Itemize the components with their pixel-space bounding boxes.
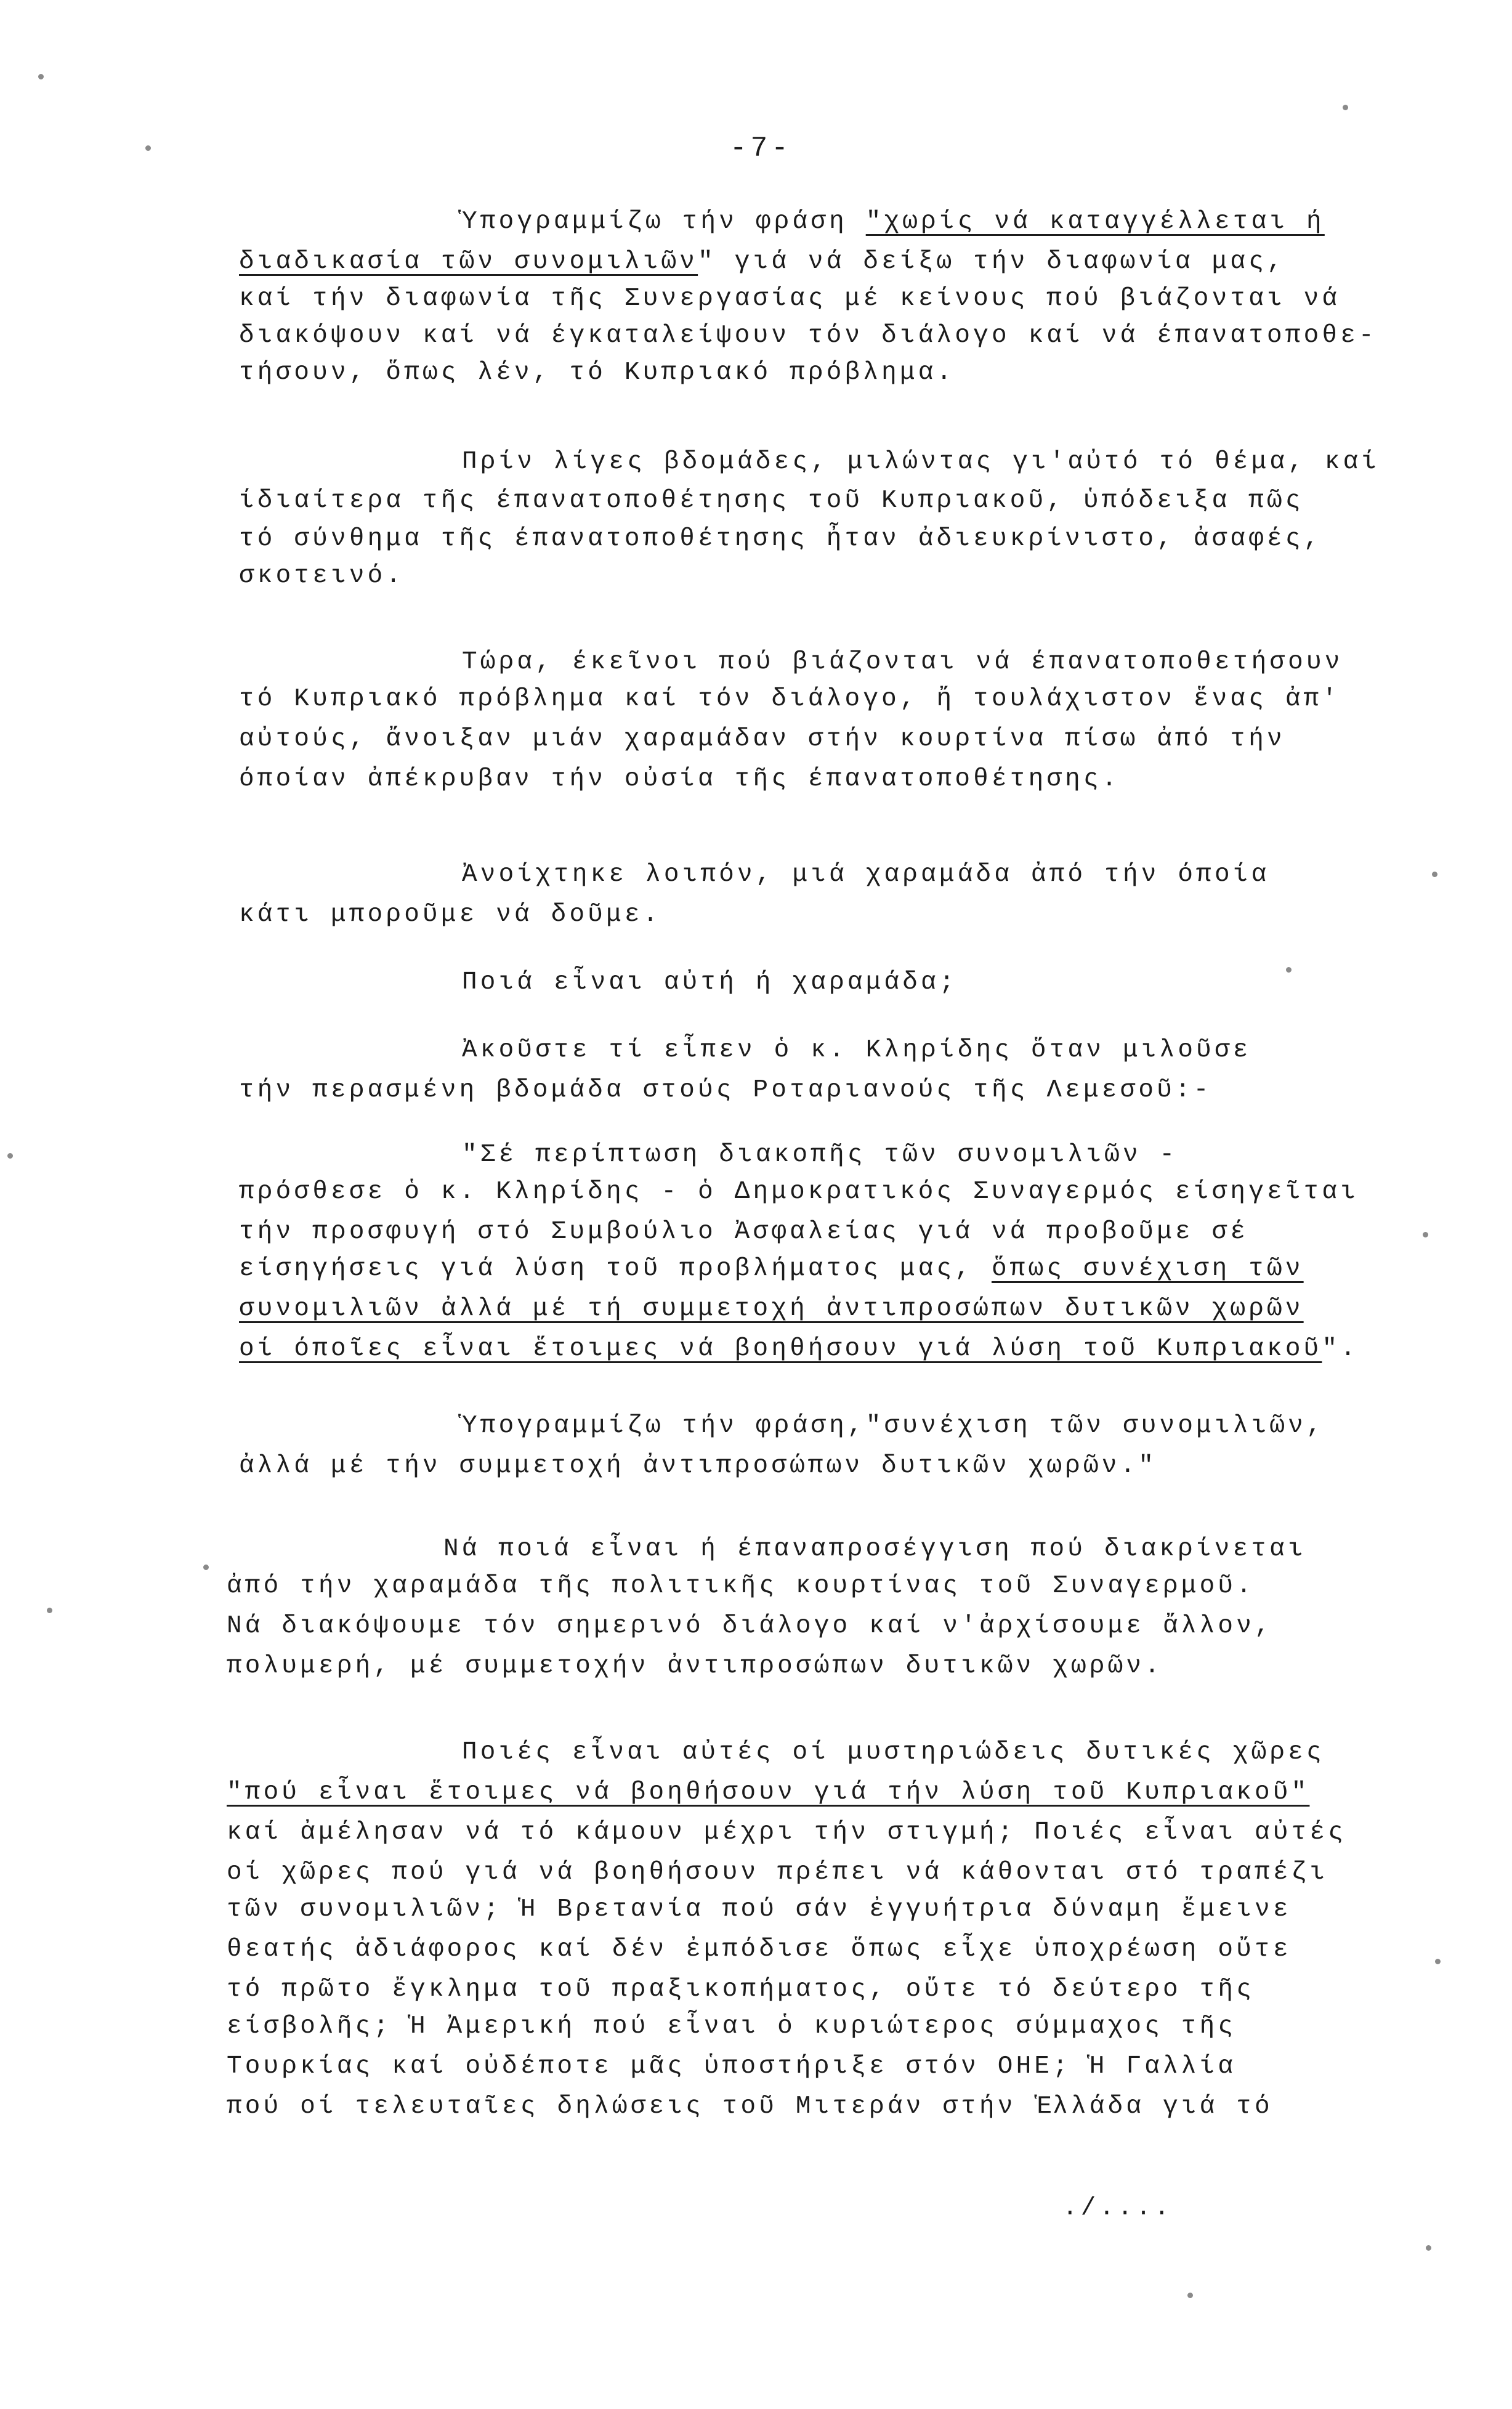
text-segment: είσηγήσεις γιά λύση τοῦ προβλήματος μας,	[239, 1255, 992, 1283]
text-line	[239, 761, 1120, 798]
text-segment: ὅπως συνέχιση τῶν	[991, 1255, 1304, 1283]
text-line	[462, 856, 1269, 893]
text-line	[227, 1854, 1328, 1891]
text-line	[239, 1447, 1157, 1484]
text-line	[239, 1330, 1359, 1367]
text-segment: πολυμερή, μέ συμμετοχήν ἀντιπροσώπων δυτικῶν χωρῶν.	[227, 1652, 1163, 1680]
text-line	[462, 964, 958, 1001]
text-line	[239, 520, 1322, 557]
text-segment: ".	[1322, 1335, 1359, 1363]
scan-speck	[1343, 105, 1348, 110]
text-line	[239, 1173, 1359, 1210]
text-line	[239, 681, 1340, 718]
text-segment: διαδικασία τῶν συνομιλιῶν	[239, 248, 698, 276]
text-segment: τῶν συνομιλιῶν; Ἡ Βρετανία πού σάν ἐγγυήτρια δύναμη ἔμεινε	[227, 1895, 1292, 1924]
text-segment: είσβολῆς; Ἡ Ἀμερική πού εἶναι ὁ κυριώτερος σύμμαχος τῆς	[227, 2012, 1237, 2041]
text-line	[462, 1734, 1325, 1771]
text-segment: πρόσθεσε ὁ κ. Κληρίδης - ὁ Δημοκρατικός Συναγερμός είσηγεῖται	[239, 1178, 1359, 1206]
scan-speck	[7, 1153, 13, 1159]
text-segment: συνομιλιῶν ἀλλά μέ τή συμμετοχή ἀντιπροσώπων δυτικῶν χωρῶν	[239, 1295, 1304, 1323]
scan-speck	[1423, 1232, 1428, 1237]
text-line	[462, 1407, 1325, 1444]
text-line	[462, 644, 1343, 681]
scan-speck	[203, 1565, 209, 1570]
text-line	[227, 1931, 1292, 1968]
text-segment: όποίαν ἀπέκρυβαν τήν οὐσία τῆς έπανατοποθέτησης.	[239, 765, 1120, 793]
text-line	[227, 1648, 1163, 1685]
text-segment: Νά διακόψουμε τόν σημερινό διάλογο καί ν'ἀρχίσουμε ἄλλον,	[227, 1612, 1273, 1640]
text-segment: αὐτούς, ἄνοιξαν μιάν χαραμάδαν στήν κουρτίνα πίσω ἀπό τήν	[239, 725, 1285, 753]
text-line	[227, 1774, 1309, 1811]
text-segment: κάτι μποροῦμε νά δοῦμε.	[239, 901, 661, 929]
text-segment: Τώρα, έκεῖνοι πού βιάζονται νά έπανατοποθετήσουν	[462, 648, 1343, 676]
text-line	[239, 280, 1340, 317]
text-segment: Ποιά εἶναι αὐτή ή χαραμάδα;	[462, 968, 958, 997]
text-line	[227, 2088, 1273, 2125]
text-line	[239, 317, 1377, 354]
scan-speck	[1435, 1959, 1441, 1964]
continuation-mark: ./....	[1062, 2194, 1173, 2222]
text-line	[239, 896, 661, 933]
text-segment: καί τήν διαφωνία τῆς Συνεργασίας μέ κείνους πού βιάζονται νά	[239, 285, 1341, 313]
text-line	[239, 1072, 1212, 1109]
text-segment: τήν περασμένη βδομάδα στούς Ροταριανούς τῆς Λεμεσοῦ:-	[239, 1076, 1212, 1104]
text-line	[227, 2048, 1236, 2085]
text-segment: τό πρῶτο ἔγκλημα τοῦ πραξικοπήματος, οὔτε τό δεύτερο τῆς	[227, 1975, 1255, 2004]
text-line	[239, 1250, 1304, 1287]
text-line	[227, 2008, 1236, 2045]
text-segment: πού οί τελευταῖες δηλώσεις τοῦ Μιτεράν στήν Ἑλλάδα γιά τό	[227, 2092, 1273, 2121]
scan-speck	[1286, 967, 1292, 973]
text-segment: "Σέ περίπτωση διακοπῆς τῶν συνομιλιῶν -	[462, 1141, 1178, 1169]
text-line	[462, 203, 1325, 240]
text-segment: Ὑπογραμμίζω τήν φράση,"συνέχιση τῶν συνομιλιῶν,	[462, 1412, 1325, 1440]
text-segment: Νά ποιά εἶναι ή έπαναπροσέγγιση πού διακρίνεται	[443, 1535, 1306, 1563]
text-segment: τήν προσφυγή στό Συμβούλιο Ἀσφαλείας γιά νά προβοῦμε σέ	[239, 1218, 1249, 1246]
text-line	[227, 1608, 1273, 1645]
text-segment: "χωρίς νά καταγγέλλεται ή	[865, 208, 1325, 236]
text-segment: Τουρκίας καί οὐδέποτε μᾶς ὑποστήριξε στόν ΟΗΕ; Ἡ Γαλλία	[227, 2052, 1237, 2081]
text-segment: διακόψουν καί νά έγκαταλείψουν τόν διάλογο καί νά έπανατοποθε-	[239, 322, 1377, 350]
text-segment: τήσουν, ὅπως λέν, τό Κυπριακό πρόβλημα.	[239, 358, 955, 387]
text-segment: Ἀνοίχτηκε λοιπόν, μιά χαραμάδα ἀπό τήν όποία	[462, 860, 1270, 889]
page-number: -7-	[730, 132, 792, 164]
text-line	[462, 443, 1380, 480]
text-segment: " γιά νά δείξω τήν διαφωνία μας,	[698, 248, 1285, 276]
text-segment: Ἀκοῦστε τί εἶπεν ὁ κ. Κληρίδης ὅταν μιλοῦσε	[462, 1036, 1251, 1064]
text-line	[227, 1971, 1255, 2008]
text-segment: τό σύνθημα τῆς έπανατοποθέτησης ἦταν ἀδιευκρίνιστο, ἀσαφές,	[239, 525, 1322, 553]
text-segment: οί χῶρες πού γιά νά βοηθήσουν πρέπει νά κάθονται στό τραπέζι	[227, 1858, 1328, 1887]
text-line	[443, 1531, 1306, 1568]
text-line	[227, 1891, 1292, 1928]
scan-speck	[1426, 2245, 1431, 2251]
text-line	[239, 354, 955, 391]
scan-speck	[1187, 2293, 1193, 2298]
scan-speck	[47, 1608, 52, 1613]
text-segment: οί όποῖες εἶναι ἕτοιμες νά βοηθήσουν γιά λύση τοῦ Κυπριακοῦ	[239, 1335, 1322, 1363]
text-segment: σκοτεινό.	[239, 562, 405, 590]
scan-speck	[145, 145, 151, 151]
text-segment: τό Κυπριακό πρόβλημα καί τόν διάλογο, ἤ τουλάχιστον ἕνας ἀπ'	[239, 685, 1341, 713]
text-segment: Ὑπογραμμίζω τήν φράση	[462, 208, 866, 236]
text-line	[462, 1136, 1178, 1173]
text-line	[239, 1213, 1248, 1250]
text-line	[239, 482, 1304, 519]
text-segment: καί ἀμέλησαν νά τό κάμουν μέχρι τήν στιγμή; Ποιές εἶναι αὐτές	[227, 1818, 1347, 1847]
scan-speck	[38, 74, 44, 79]
text-segment: "πού εἶναι ἕτοιμες νά βοηθήσουν γιά τήν λύση τοῦ Κυπριακοῦ"	[227, 1778, 1310, 1807]
text-line	[462, 1032, 1251, 1069]
text-segment: ἀπό τήν χαραμάδα τῆς πολιτικῆς κουρτίνας τοῦ Συναγερμοῦ.	[227, 1572, 1255, 1600]
text-line	[239, 1290, 1304, 1327]
text-line	[227, 1814, 1346, 1851]
text-line	[239, 557, 404, 594]
text-segment: ἀλλά μέ τήν συμμετοχή ἀντιπροσώπων δυτικῶν χωρῶν."	[239, 1452, 1157, 1480]
text-segment: θεατής ἀδιάφορος καί δέν ἐμπόδισε ὅπως εἶχε ὑποχρέωση οὔτε	[227, 1935, 1292, 1964]
text-line	[239, 721, 1285, 758]
text-line	[227, 1568, 1255, 1605]
scan-speck	[1432, 872, 1437, 877]
text-segment: Ποιές εἶναι αὐτές οί μυστηριώδεις δυτικές χῶρες	[462, 1738, 1325, 1767]
text-segment: Πρίν λίγες βδομάδες, μιλώντας γι'αὐτό τό θέμα, καί	[462, 448, 1380, 476]
text-line	[239, 243, 1285, 280]
text-segment: ίδιαίτερα τῆς έπανατοποθέτησης τοῦ Κυπριακοῦ, ὑπόδειξα πῶς	[239, 487, 1304, 515]
